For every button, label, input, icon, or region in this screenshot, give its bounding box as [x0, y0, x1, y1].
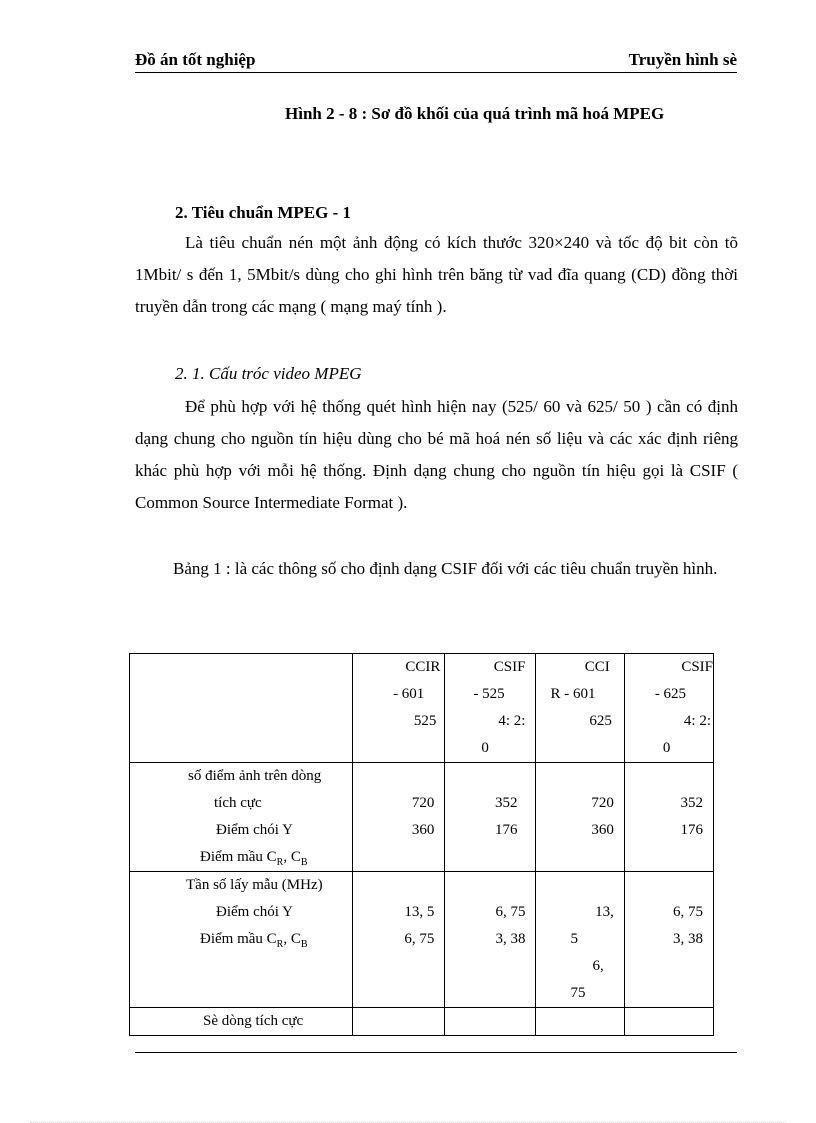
cell-value: 176 — [494, 822, 518, 838]
cell-value: 13, — [595, 904, 614, 920]
header-text: - 525 — [473, 686, 505, 702]
label-text: Điểm chói Y — [216, 904, 293, 920]
table-header-row — [130, 654, 714, 763]
cell-empty — [445, 1008, 536, 1036]
label-text: Điểm chói Y — [216, 822, 293, 838]
label-text-chroma: Điểm mầu $C_R$, $C_B$ — [200, 931, 308, 950]
csif-parameter-table — [129, 653, 714, 1036]
cell-ccir-625-pixels — [536, 763, 624, 872]
cell-value: 3, 38 — [495, 931, 526, 947]
cell-csif-525-pixels — [445, 763, 536, 872]
label-text: Tần số lấy mẫu (MHz) — [186, 877, 323, 893]
cell-value: 13, 5 — [404, 904, 435, 920]
cell-value: 6, 75 — [404, 931, 435, 947]
header-text: CSIF — [681, 659, 713, 675]
cell-value: 3, 38 — [673, 931, 703, 947]
label-text-chroma: Điểm mầu $C_R$, $C_B$ — [200, 849, 308, 868]
cell-csif-625-sampling — [624, 872, 713, 1008]
header-text: CCIR — [405, 659, 441, 675]
table-header-empty — [130, 654, 353, 763]
table-header-ccir-601-625 — [536, 654, 624, 763]
header-text: 4: 2: — [498, 713, 526, 729]
cell-value: 176 — [680, 822, 703, 838]
footer-rule — [135, 1052, 737, 1053]
subsection-title: 2. 1. Cấu tróc video MPEG — [175, 364, 362, 383]
table-header-csif-625 — [624, 654, 713, 763]
figure-caption: Hình 2 - 8 : Sơ đồ khối của quá trình mã hoá MPEG — [285, 104, 665, 123]
table-row — [130, 763, 714, 872]
row-label-sampling-frequency — [130, 872, 353, 1008]
cell-value: 352 — [494, 795, 518, 811]
cell-value: 6, 75 — [673, 904, 703, 920]
cell-value: 720 — [591, 795, 614, 811]
cell-value: 6, 75 — [495, 904, 526, 920]
table-header-csif-525 — [445, 654, 536, 763]
cell-value: 352 — [680, 795, 703, 811]
header-text: R - 601 — [550, 686, 596, 702]
cell-value: 360 — [591, 822, 614, 838]
label-text: số điểm ảnh trên dòng — [188, 768, 322, 784]
row-label-active-lines — [130, 1008, 353, 1036]
cell-value: 6, — [592, 958, 604, 974]
cell-ccir-525-sampling — [353, 872, 445, 1008]
page-header — [135, 50, 737, 73]
header-text: 625 — [589, 713, 612, 729]
label-text: tích cực — [214, 795, 262, 811]
header-right: Truyền hình sè — [628, 50, 737, 69]
header-text: 4: 2: — [683, 713, 711, 729]
table-row — [130, 1008, 714, 1036]
header-text: CSIF — [493, 659, 526, 675]
header-left: Đồ án tốt nghiệp — [135, 50, 256, 69]
header-text: 0 — [481, 740, 489, 756]
cell-csif-525-sampling — [445, 872, 536, 1008]
cell-empty — [624, 1008, 713, 1036]
header-text: CCI — [584, 659, 610, 675]
table-header-ccir-601-525 — [353, 654, 445, 763]
header-text: - 625 — [654, 686, 687, 702]
header-text: - 601 — [393, 686, 425, 702]
header-text: 0 — [662, 740, 671, 756]
header-text: 525 — [413, 713, 437, 729]
cell-ccir-525-pixels — [353, 763, 445, 872]
paragraph-1: Là tiêu chuẩn nén một ảnh động có kích thước 320×240 và tốc độ bit còn tõ 1Mbit/ s đến 1, 5Mbit/s dùng cho ghi hình trên băng từ vad đĩa quang (CD) đồng thời truyền dẫn trong các mạng ( mạng maý tính ). — [135, 233, 738, 316]
cell-ccir-625-sampling — [536, 872, 624, 1008]
table-row — [130, 872, 714, 1008]
label-text: Sè dòng tích cực — [203, 1013, 304, 1029]
section-title: 2. Tiêu chuẩn MPEG - 1 — [175, 203, 352, 222]
cell-value: 75 — [570, 985, 586, 1001]
cell-empty — [536, 1008, 624, 1036]
cell-value: 5 — [570, 931, 578, 947]
cell-value: 720 — [411, 795, 435, 811]
paragraph-2: Để phù hợp với hệ thống quét hình hiện nay (525/ 60 và 625/ 50 ) cần có định dạng chung cho nguồn tín hiệu dùng cho bé mã hoá nén số liệu và các xác định riêng khác phù hợp với mỗi hệ thống. Định dạng chung cho nguồn tín hiệu gọi là CSIF ( Common Source Intermediate Format ). — [135, 397, 738, 512]
cell-csif-625-pixels — [624, 763, 713, 872]
cell-empty — [353, 1008, 445, 1036]
row-label-pixels-per-line — [130, 763, 353, 872]
cell-value: 360 — [411, 822, 435, 838]
paragraph-3: Bảng 1 : là các thông số cho định dạng CSIF đối với các tiêu chuẩn truyền hình. — [173, 559, 718, 578]
